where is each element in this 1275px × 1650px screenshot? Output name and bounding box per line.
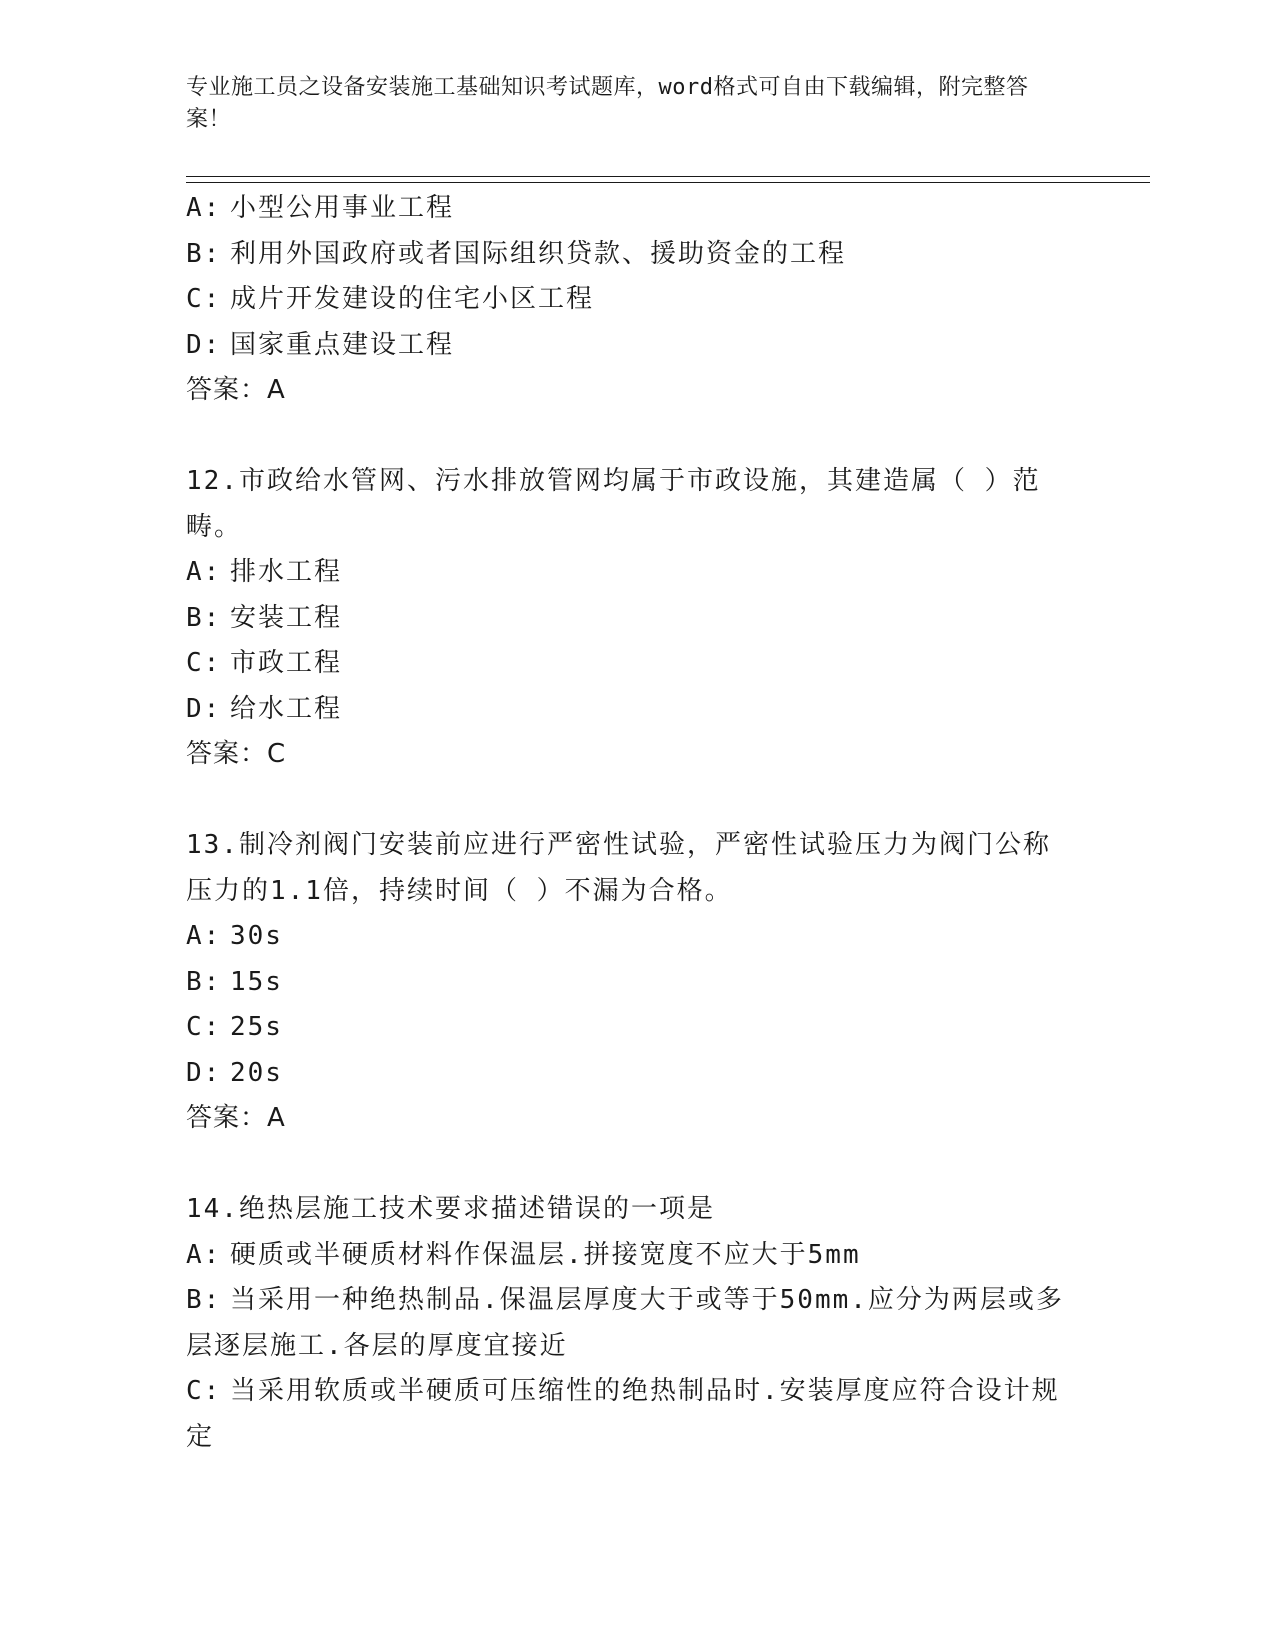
option-text: 25s [230, 1012, 283, 1042]
question-text: 14.绝热层施工技术要求描述错误的一项是 [186, 1194, 715, 1224]
option-d [186, 687, 1086, 733]
question-content [186, 186, 1086, 1460]
option-letter: D: [186, 1057, 222, 1088]
answer-line: 答案：A [186, 375, 286, 405]
option-c [186, 641, 1086, 687]
option-letter: D: [186, 693, 222, 724]
option-a [186, 550, 1086, 596]
question-12 [186, 459, 1086, 778]
option-text: 当采用软质或半硬质可压缩性的绝热制品时.安装厚度应符合设计规定 [186, 1376, 1060, 1452]
spacer [186, 1142, 1086, 1188]
option-text: 安装工程 [230, 602, 343, 633]
option-letter: B: [186, 238, 222, 269]
option-c [186, 277, 1086, 323]
option-text: 市政工程 [230, 648, 343, 678]
option-b [186, 960, 1086, 1006]
question-text: 12.市政给水管网、污水排放管网均属于市政设施，其建造属（ ）范畴。 [186, 466, 1041, 542]
option-text: 排水工程 [230, 557, 343, 587]
option-b [186, 1278, 1066, 1369]
option-text: 小型公用事业工程 [230, 193, 455, 223]
option-letter: A: [186, 921, 222, 951]
option-a [186, 1233, 1066, 1279]
option-letter: A: [186, 193, 222, 223]
option-text: 利用外国政府或者国际组织贷款、援助资金的工程 [230, 238, 847, 269]
answer-line: 答案：A [186, 1103, 286, 1133]
spacer [186, 778, 1086, 824]
option-c [186, 1005, 1086, 1051]
option-text: 成片开发建设的住宅小区工程 [230, 284, 595, 314]
option-c [186, 1369, 1066, 1460]
answer-line: 答案：C [186, 739, 287, 769]
page-header-title: 专业施工员之设备安装施工基础知识考试题库，word格式可自由下载编辑，附完整答案！ [186, 75, 1029, 132]
option-letter: A: [186, 557, 222, 587]
option-text: 15s [230, 966, 283, 997]
option-letter: B: [186, 966, 222, 997]
question-text: 13.制冷剂阀门安装前应进行严密性试验，严密性试验压力为阀门公称压力的1.1倍，持续时间（ ）不漏为合格。 [186, 830, 1051, 906]
option-d [186, 323, 1086, 369]
header-divider [186, 176, 1150, 183]
spacer [186, 414, 1086, 460]
option-d [186, 1051, 1086, 1097]
option-letter: C: [186, 284, 222, 314]
question-13 [186, 823, 1086, 1142]
option-letter: C: [186, 648, 222, 678]
option-a [186, 186, 1086, 232]
option-letter: B: [186, 1285, 222, 1315]
option-a [186, 914, 1086, 960]
option-b [186, 596, 1086, 642]
option-letter: C: [186, 1376, 222, 1406]
option-letter: D: [186, 329, 222, 360]
question-14 [186, 1187, 1086, 1460]
option-letter: A: [186, 1239, 222, 1270]
option-text: 20s [230, 1057, 283, 1088]
option-letter: B: [186, 602, 222, 633]
option-b [186, 232, 1086, 278]
option-text: 当采用一种绝热制品.保温层厚度大于或等于50mm.应分为两层或多层逐层施工.各层的厚度宜接近 [186, 1285, 1064, 1361]
option-text: 国家重点建设工程 [230, 329, 455, 360]
option-letter: C: [186, 1012, 222, 1042]
option-text: 给水工程 [230, 693, 343, 724]
option-text: 30s [230, 921, 283, 951]
question-11 [186, 186, 1086, 414]
option-text: 硬质或半硬质材料作保温层.拼接宽度不应大于5mm [230, 1239, 861, 1270]
